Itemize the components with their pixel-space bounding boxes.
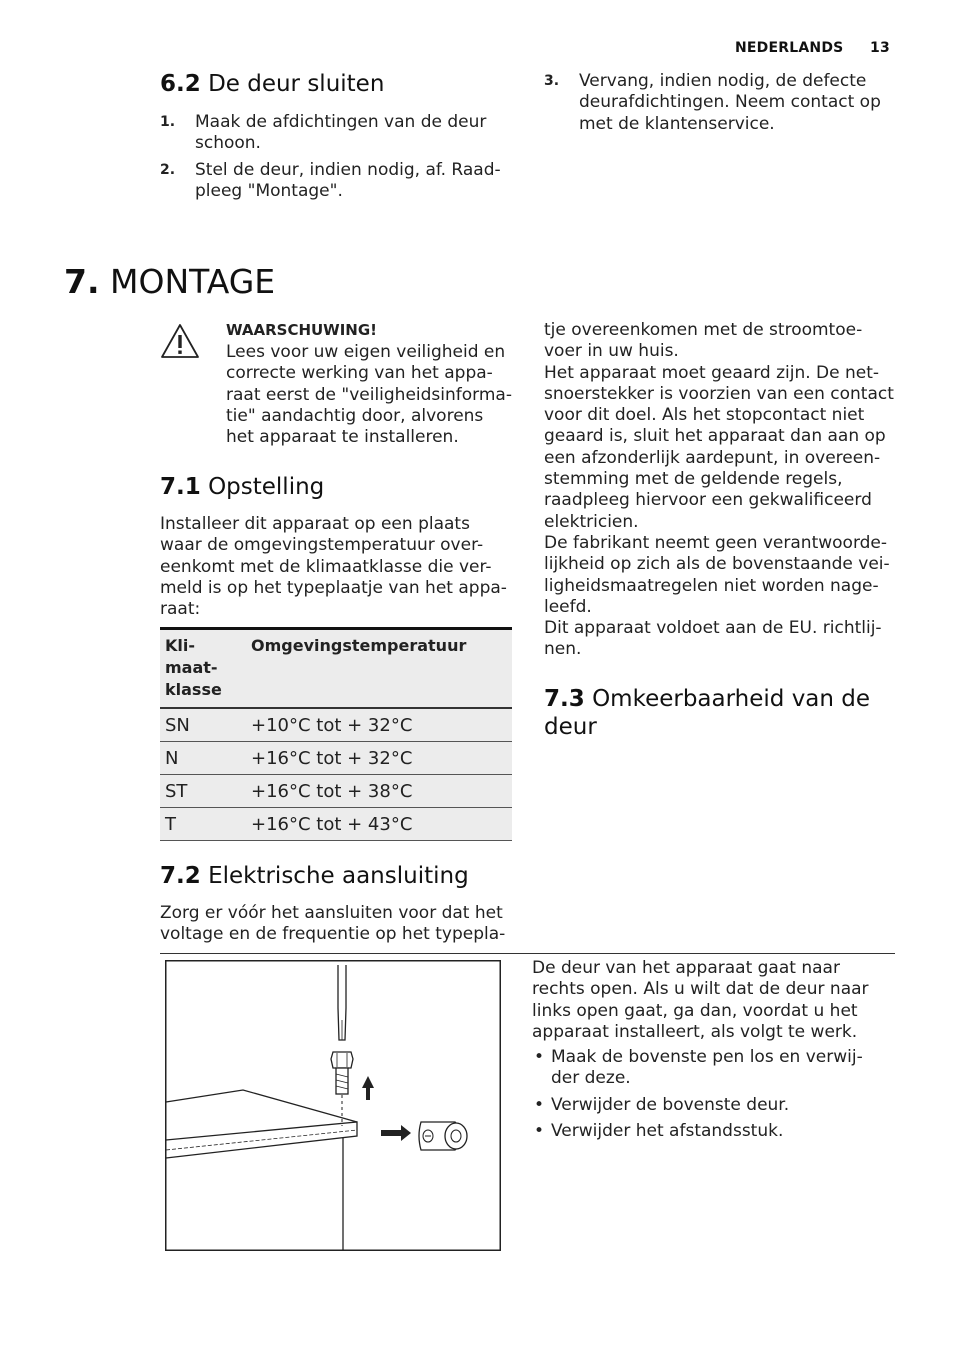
list-item: • Verwijder de bovenste deur. [532, 1095, 882, 1116]
step-text: Vervang, indien nodig, de defecte deurafdichtingen. Neem contact op met de klantenservice. [579, 71, 881, 134]
section-number: 7.2 [160, 863, 201, 889]
temperature-cell: +16°C tot + 32°C [246, 742, 512, 775]
temperature-cell: +16°C tot + 43°C [246, 808, 512, 841]
section-7-3-intro: De deur van het apparaat gaat naar rechts open. Als u wilt dat de deur naar links open gaat, ga dan, voordat u het apparaat installeert, als volgt te werk. [532, 958, 869, 1042]
section-7-1-text: Installeer dit apparaat op een plaats waar de omgevingstemperatuur over-eenkomt met de klimaatklasse die ver-meld is op het typeplaatje van het appa-raat: [160, 514, 507, 620]
temperature-cell: +16°C tot + 38°C [246, 775, 512, 808]
section-7-3-steps [532, 1047, 882, 1147]
paragraph: tje overeenkomen met de stroomtoe-voer in uw huis. [544, 320, 863, 362]
column-header-ambient-temperature: Omgevingstemperatuur [246, 629, 512, 709]
climate-class-cell: T [160, 808, 246, 841]
list-item: • Maak de bovenste pen los en verwij-der deze. [532, 1047, 882, 1090]
chapter-number: 7. [64, 262, 100, 301]
temperature-cell: +10°C tot + 32°C [246, 708, 512, 742]
warning-text: Lees voor uw eigen veiligheid en correcte werking van het appa-raat eerst de "veiligheidsinforma-tie" aandachtig door, alvorens het apparaat te installeren. [226, 342, 512, 448]
step-number: 3. [544, 73, 560, 89]
section-7-2-text: Zorg er vóór het aansluiten voor dat het voltage en de frequentie op het typepla- [160, 903, 506, 945]
section-6-2-steps [160, 112, 512, 207]
table-row [160, 808, 512, 841]
section-title: Opstelling [208, 474, 325, 500]
section-number: 6.2 [160, 71, 201, 97]
section-6-2-heading [160, 70, 384, 98]
running-header-language: NEDERLANDS [735, 40, 844, 56]
section-6-2-steps-continued [544, 71, 894, 140]
table-row [160, 708, 512, 742]
column-header-climate-class: Kli-maat-klasse [160, 629, 246, 709]
section-7-3-heading [544, 685, 894, 741]
section-number: 7.1 [160, 474, 201, 500]
section-7-2-heading [160, 862, 469, 890]
chapter-7-heading [64, 262, 275, 301]
climate-class-cell: ST [160, 775, 246, 808]
climate-class-cell: N [160, 742, 246, 775]
warning-title: WAARSCHUWING! [226, 321, 378, 339]
climate-class-cell: SN [160, 708, 246, 742]
climate-class-table [160, 627, 512, 841]
paragraph: Dit apparaat voldoet aan de EU. richtlij-nen. [544, 618, 882, 660]
section-number: 7.3 [544, 686, 585, 712]
door-hinge-pin-illustration [165, 960, 501, 1251]
step-text: Maak de afdichtingen van de deur schoon. [195, 112, 487, 154]
section-title-line-2: deur [544, 714, 597, 740]
section-7-1-heading [160, 473, 324, 501]
chapter-title: MONTAGE [110, 262, 276, 301]
table-row [160, 775, 512, 808]
step-number: 1. [160, 114, 176, 130]
paragraph: Het apparaat moet geaard zijn. De net-snoerstekker is voorzien van een contact voor dit doel. Als het stopcontact niet geaard is, sluit het apparaat dan aan op een afzonderlijk aardepunt, in overeen-stemming met de geldende regels, raadpleeg hiervoor een gekwalificeerd elektricien. [544, 362, 894, 532]
step-item [160, 112, 512, 155]
paragraph: De fabrikant neemt geen verantwoorde-lijkheid op zich als de bovenstaande vei-ligheidsmaatregelen niet worden nage-leefd. [544, 532, 890, 617]
list-item: • Verwijder het afstandsstuk. [532, 1121, 882, 1142]
section-title: De deur sluiten [208, 71, 385, 97]
page-number: 13 [870, 40, 890, 56]
section-7-2-text-continued [544, 320, 894, 661]
table-header-row [160, 629, 512, 709]
section-title: Elektrische aansluiting [208, 863, 469, 889]
table-row [160, 742, 512, 775]
section-title: Omkeerbaarheid van de [592, 686, 871, 712]
step-item [160, 160, 512, 203]
step-number: 2. [160, 161, 176, 178]
step-item [544, 71, 894, 135]
section-divider [160, 953, 895, 954]
warning-triangle-icon [160, 323, 200, 359]
step-text: Stel de deur, indien nodig, af. Raad-pleeg "Montage". [195, 159, 501, 201]
